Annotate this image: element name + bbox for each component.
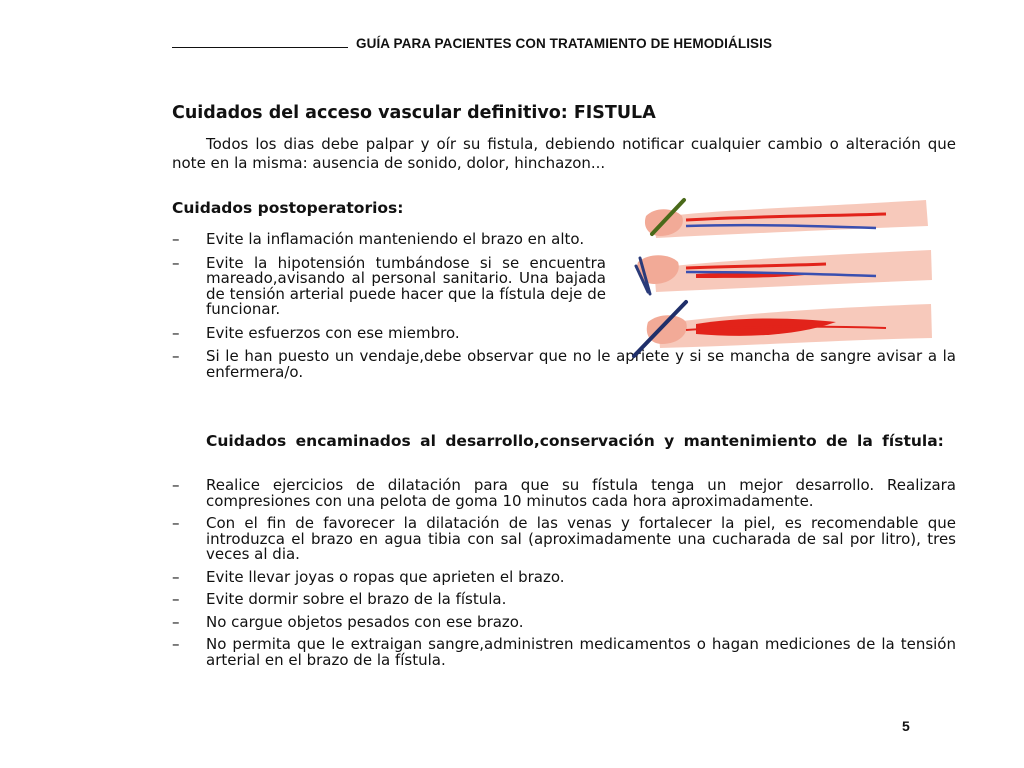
arm-fistula-illustration: [626, 196, 956, 366]
list-dash: –: [172, 612, 180, 631]
development-list: [172, 478, 956, 675]
list-item: [172, 323, 606, 342]
development-heading: Cuidados encaminados al desarrollo,conservación y mantenimiento de la fístula:: [206, 432, 944, 450]
list-item-text: Evite llevar joyas o ropas que aprieten el brazo.: [206, 567, 565, 586]
list-item: [172, 232, 606, 248]
intro-paragraph: Todos los dias debe palpar y oír su fistula, debiendo notificar cualquier cambio o alteración que note en la misma: ausencia de sonido, dolor, hinchazon...: [172, 135, 956, 172]
list-item-text: Evite esfuerzos con ese miembro.: [206, 323, 460, 342]
list-item-text: Si le han puesto un vendaje,debe observar que no le apriete y si se mancha de sangre avisar a la enfermera/o.: [206, 347, 956, 381]
list-item: [172, 612, 956, 631]
page-number: 5: [902, 718, 910, 734]
list-item-text: Evite dormir sobre el brazo de la fístula.: [206, 590, 507, 608]
list-dash: –: [172, 253, 180, 272]
list-item-text: Con el fin de favorecer la dilatación de las venas y fortalecer la piel, es recomendable que introduzca el brazo en agua tibia con sal (aproximadamente una cucharada de sal por litro), tres veces al dia.: [206, 514, 956, 563]
list-item-text: Evite la inflamación manteniendo el brazo en alto.: [206, 230, 585, 248]
list-dash: –: [172, 567, 180, 586]
list-item-text: Realice ejercicios de dilatación para que su fístula tenga un mejor desarrollo. Realizara compresiones con una pelota de goma 10 minutos cada hora aproximadamente.: [206, 476, 956, 510]
list-item: [172, 478, 956, 509]
list-dash: –: [172, 635, 180, 653]
list-item: [172, 637, 956, 668]
arm-top: [645, 200, 928, 238]
page-header: [172, 33, 956, 51]
header-rule: [172, 47, 348, 48]
list-dash: –: [172, 323, 180, 342]
arm-bottom: [634, 302, 932, 356]
list-item: [172, 592, 956, 608]
postoperative-list: [172, 230, 956, 388]
header-title: GUÍA PARA PACIENTES CON TRATAMIENTO DE HEMODIÁLISIS: [356, 36, 773, 51]
list-dash: –: [172, 514, 180, 532]
list-dash: –: [172, 347, 180, 365]
list-item: [172, 567, 956, 586]
list-item-text: No permita que le extraigan sangre,administren medicamentos o hagan mediciones de la tensión arterial en el brazo de la fístula.: [206, 635, 956, 669]
arm-middle: [636, 250, 932, 294]
list-item: [172, 516, 956, 563]
list-dash: –: [172, 476, 180, 494]
list-item-text: No cargue objetos pesados con ese brazo.: [206, 612, 524, 631]
list-dash: –: [172, 590, 180, 608]
postoperative-heading: Cuidados postoperatorios:: [172, 199, 404, 217]
list-dash: –: [172, 230, 180, 248]
list-item: [172, 253, 606, 318]
section-title: Cuidados del acceso vascular definitivo: FISTULA: [172, 103, 656, 123]
list-item-text: Evite la hipotensión tumbándose si se encuentra mareado,avisando al personal sanitario. Una bajada de tensión arterial puede hacer que la fístula deje de funcionar.: [206, 253, 606, 318]
